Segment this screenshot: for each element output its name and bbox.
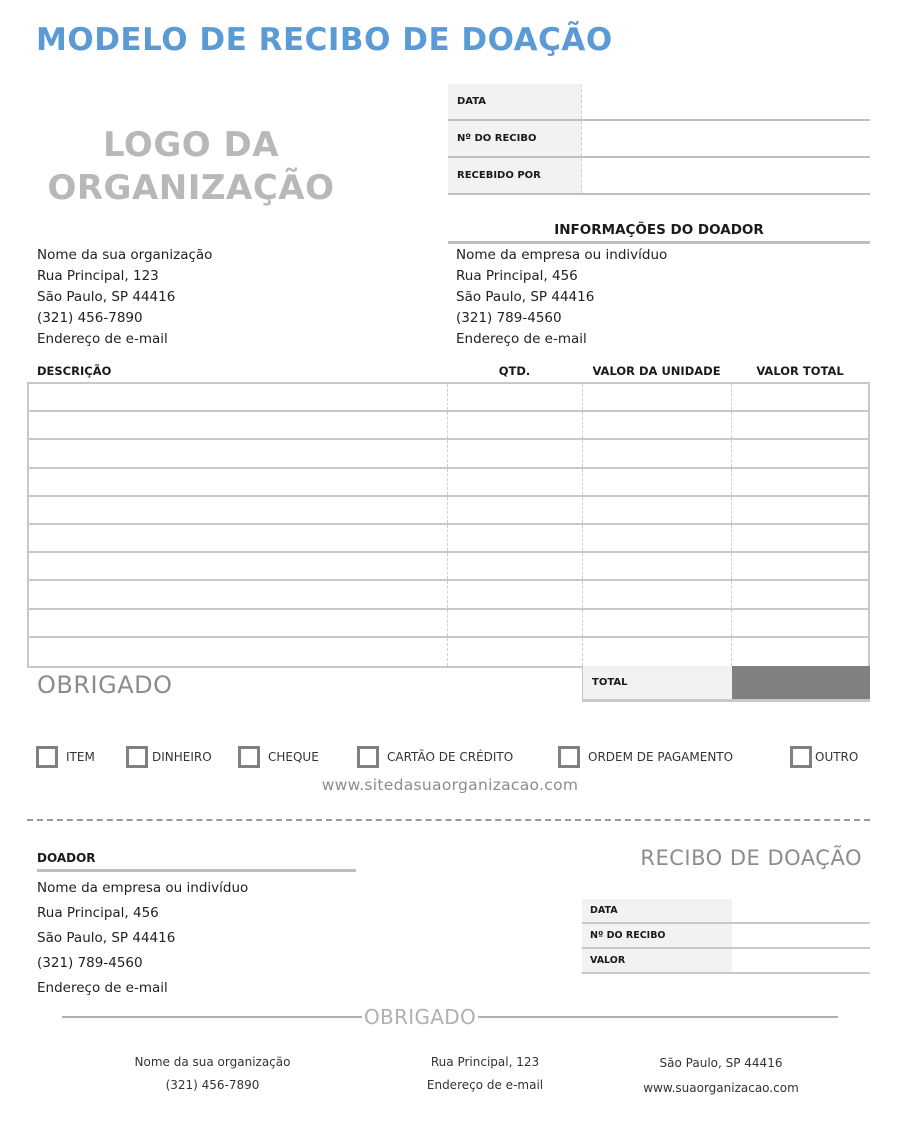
table-row [29,610,868,638]
column-header-total-value: VALOR TOTAL [756,364,844,378]
org-city: São Paulo, SP 44416 [37,289,176,305]
stub-row-amount [582,949,870,974]
donor-name: Nome da empresa ou indivíduo [456,247,668,263]
stub-donor-street: Rua Principal, 456 [37,905,159,921]
donor-phone: (321) 789-4560 [456,310,562,326]
checkbox-icon[interactable] [357,746,379,768]
org-name: Nome da sua organização [37,247,213,263]
receipt-number-label: Nº DO RECIBO [448,121,582,156]
stub-donor-address [37,876,248,1001]
stub-amount-label: VALOR [582,949,732,972]
total-value-cell[interactable] [732,497,868,523]
checkbox-icon[interactable] [238,746,260,768]
logo-placeholder [36,124,346,210]
stub-thank-you-divider [62,1003,838,1031]
unit-value-cell[interactable] [583,412,732,438]
footer-street: Rua Principal, 123 [430,1055,540,1069]
stub-receipt-number-field[interactable] [732,924,870,947]
items-table [27,382,870,668]
meta-row-receipt-number [448,121,870,158]
stub-row-date [582,899,870,924]
unit-value-cell[interactable] [583,440,732,466]
qty-cell[interactable] [448,581,583,607]
meta-row-date [448,84,870,121]
description-cell[interactable] [29,610,448,636]
footer-org-column [100,1051,325,1097]
description-cell[interactable] [29,384,448,410]
stub-fields-table [582,899,870,974]
unit-value-cell[interactable] [583,469,732,495]
total-value-cell[interactable] [732,581,868,607]
qty-cell[interactable] [448,638,583,666]
payment-option-label: DINHEIRO [152,750,212,764]
donor-address [456,245,667,350]
description-cell[interactable] [29,469,448,495]
description-cell[interactable] [29,525,448,551]
footer-org-phone: (321) 456-7890 [165,1078,260,1092]
payment-option-credit-card[interactable] [357,746,513,768]
table-row [29,638,868,666]
checkbox-icon[interactable] [126,746,148,768]
stub-donor-email: Endereço de e-mail [37,980,168,996]
cut-line-divider [27,819,870,821]
footer-city-column [610,1051,832,1101]
description-cell[interactable] [29,412,448,438]
table-row [29,384,868,412]
total-value-cell[interactable] [732,440,868,466]
payment-option-cash[interactable] [126,746,212,768]
organization-address [37,245,212,350]
stub-donor-phone: (321) 789-4560 [37,955,143,971]
thank-you-text: OBRIGADO [37,671,173,699]
total-value-cell[interactable] [732,638,868,666]
stub-receipt-number-label: Nº DO RECIBO [582,924,732,947]
table-row [29,440,868,468]
table-row [29,581,868,609]
unit-value-cell[interactable] [583,497,732,523]
stub-row-receipt-number [582,924,870,949]
receipt-meta-table [448,84,870,195]
unit-value-cell[interactable] [583,525,732,551]
table-row [29,469,868,497]
qty-cell[interactable] [448,469,583,495]
unit-value-cell[interactable] [583,638,732,666]
payment-option-label: ORDEM DE PAGAMENTO [588,750,734,764]
stub-thank-you-text: OBRIGADO [364,1005,476,1029]
date-field[interactable] [582,84,870,119]
logo-line-2: ORGANIZAÇÃO [47,168,335,208]
payment-option-item[interactable] [36,746,95,768]
column-header-unit-value: VALOR DA UNIDADE [592,364,721,378]
stub-donor-name: Nome da empresa ou indivíduo [37,880,249,896]
received-by-label: RECEBIDO POR [448,158,582,193]
payment-option-label: CHEQUE [268,750,319,764]
donor-street: Rua Principal, 456 [456,268,578,284]
table-row [29,553,868,581]
date-label: DATA [448,84,582,119]
stub-date-field[interactable] [732,899,870,922]
payment-method-options [36,746,876,770]
meta-row-received-by [448,158,870,195]
total-label: TOTAL [582,666,732,699]
donor-info-heading: INFORMAÇÕES DO DOADOR [448,222,870,244]
unit-value-cell[interactable] [583,384,732,410]
divider-line-right [478,1016,838,1018]
total-value-cell[interactable] [732,553,868,579]
payment-option-other[interactable] [790,746,858,768]
footer-org-name: Nome da sua organização [134,1055,291,1069]
donor-city: São Paulo, SP 44416 [456,289,595,305]
org-street: Rua Principal, 123 [37,268,159,284]
payment-option-label: OUTRO [815,750,859,764]
org-phone: (321) 456-7890 [37,310,143,326]
qty-cell[interactable] [448,440,583,466]
stub-date-label: DATA [582,899,732,922]
logo-line-1: LOGO DA [102,125,280,165]
org-email: Endereço de e-mail [37,331,168,347]
total-value-cell[interactable] [732,384,868,410]
column-header-description: DESCRIÇÃO [37,364,112,378]
table-row [29,412,868,440]
total-value-field[interactable] [732,666,870,699]
stub-amount-field[interactable] [732,949,870,972]
checkbox-icon[interactable] [558,746,580,768]
qty-cell[interactable] [448,553,583,579]
qty-cell[interactable] [448,610,583,636]
checkbox-icon[interactable] [36,746,58,768]
donor-email: Endereço de e-mail [456,331,587,347]
description-cell[interactable] [29,553,448,579]
total-row [582,666,870,702]
description-cell[interactable] [29,638,448,666]
divider-line-left [62,1016,362,1018]
document-title: MODELO DE RECIBO DE DOAÇÃO [36,22,613,58]
stub-donor-city: São Paulo, SP 44416 [37,930,176,946]
payment-option-money-order[interactable] [558,746,733,768]
qty-cell[interactable] [448,497,583,523]
footer-website: www.suaorganizacao.com [643,1081,799,1095]
receipt-number-field[interactable] [582,121,870,156]
footer-email: Endereço de e-mail [426,1078,544,1092]
total-value-cell[interactable] [732,412,868,438]
column-header-qty: QTD. [498,364,531,378]
total-value-cell[interactable] [732,610,868,636]
description-cell[interactable] [29,497,448,523]
payment-option-label: CARTÃO DE CRÉDITO [387,750,514,764]
unit-value-cell[interactable] [583,581,732,607]
checkbox-icon[interactable] [790,746,812,768]
description-cell[interactable] [29,440,448,466]
unit-value-cell[interactable] [583,610,732,636]
total-value-cell[interactable] [732,525,868,551]
unit-value-cell[interactable] [583,553,732,579]
qty-cell[interactable] [448,412,583,438]
footer-address-column [385,1051,585,1097]
stub-donor-heading: DOADOR [37,851,356,872]
description-cell[interactable] [29,581,448,607]
organization-website: www.sitedasuaorganizacao.com [321,776,579,794]
footer-city: São Paulo, SP 44416 [659,1056,783,1070]
total-value-cell[interactable] [732,469,868,495]
stub-receipt-title: RECIBO DE DOAÇÃO [640,846,862,870]
payment-option-label: ITEM [66,750,95,764]
received-by-field[interactable] [582,158,870,193]
table-row [29,525,868,553]
qty-cell[interactable] [448,525,583,551]
table-row [29,497,868,525]
payment-option-check[interactable] [238,746,319,768]
qty-cell[interactable] [448,384,583,410]
